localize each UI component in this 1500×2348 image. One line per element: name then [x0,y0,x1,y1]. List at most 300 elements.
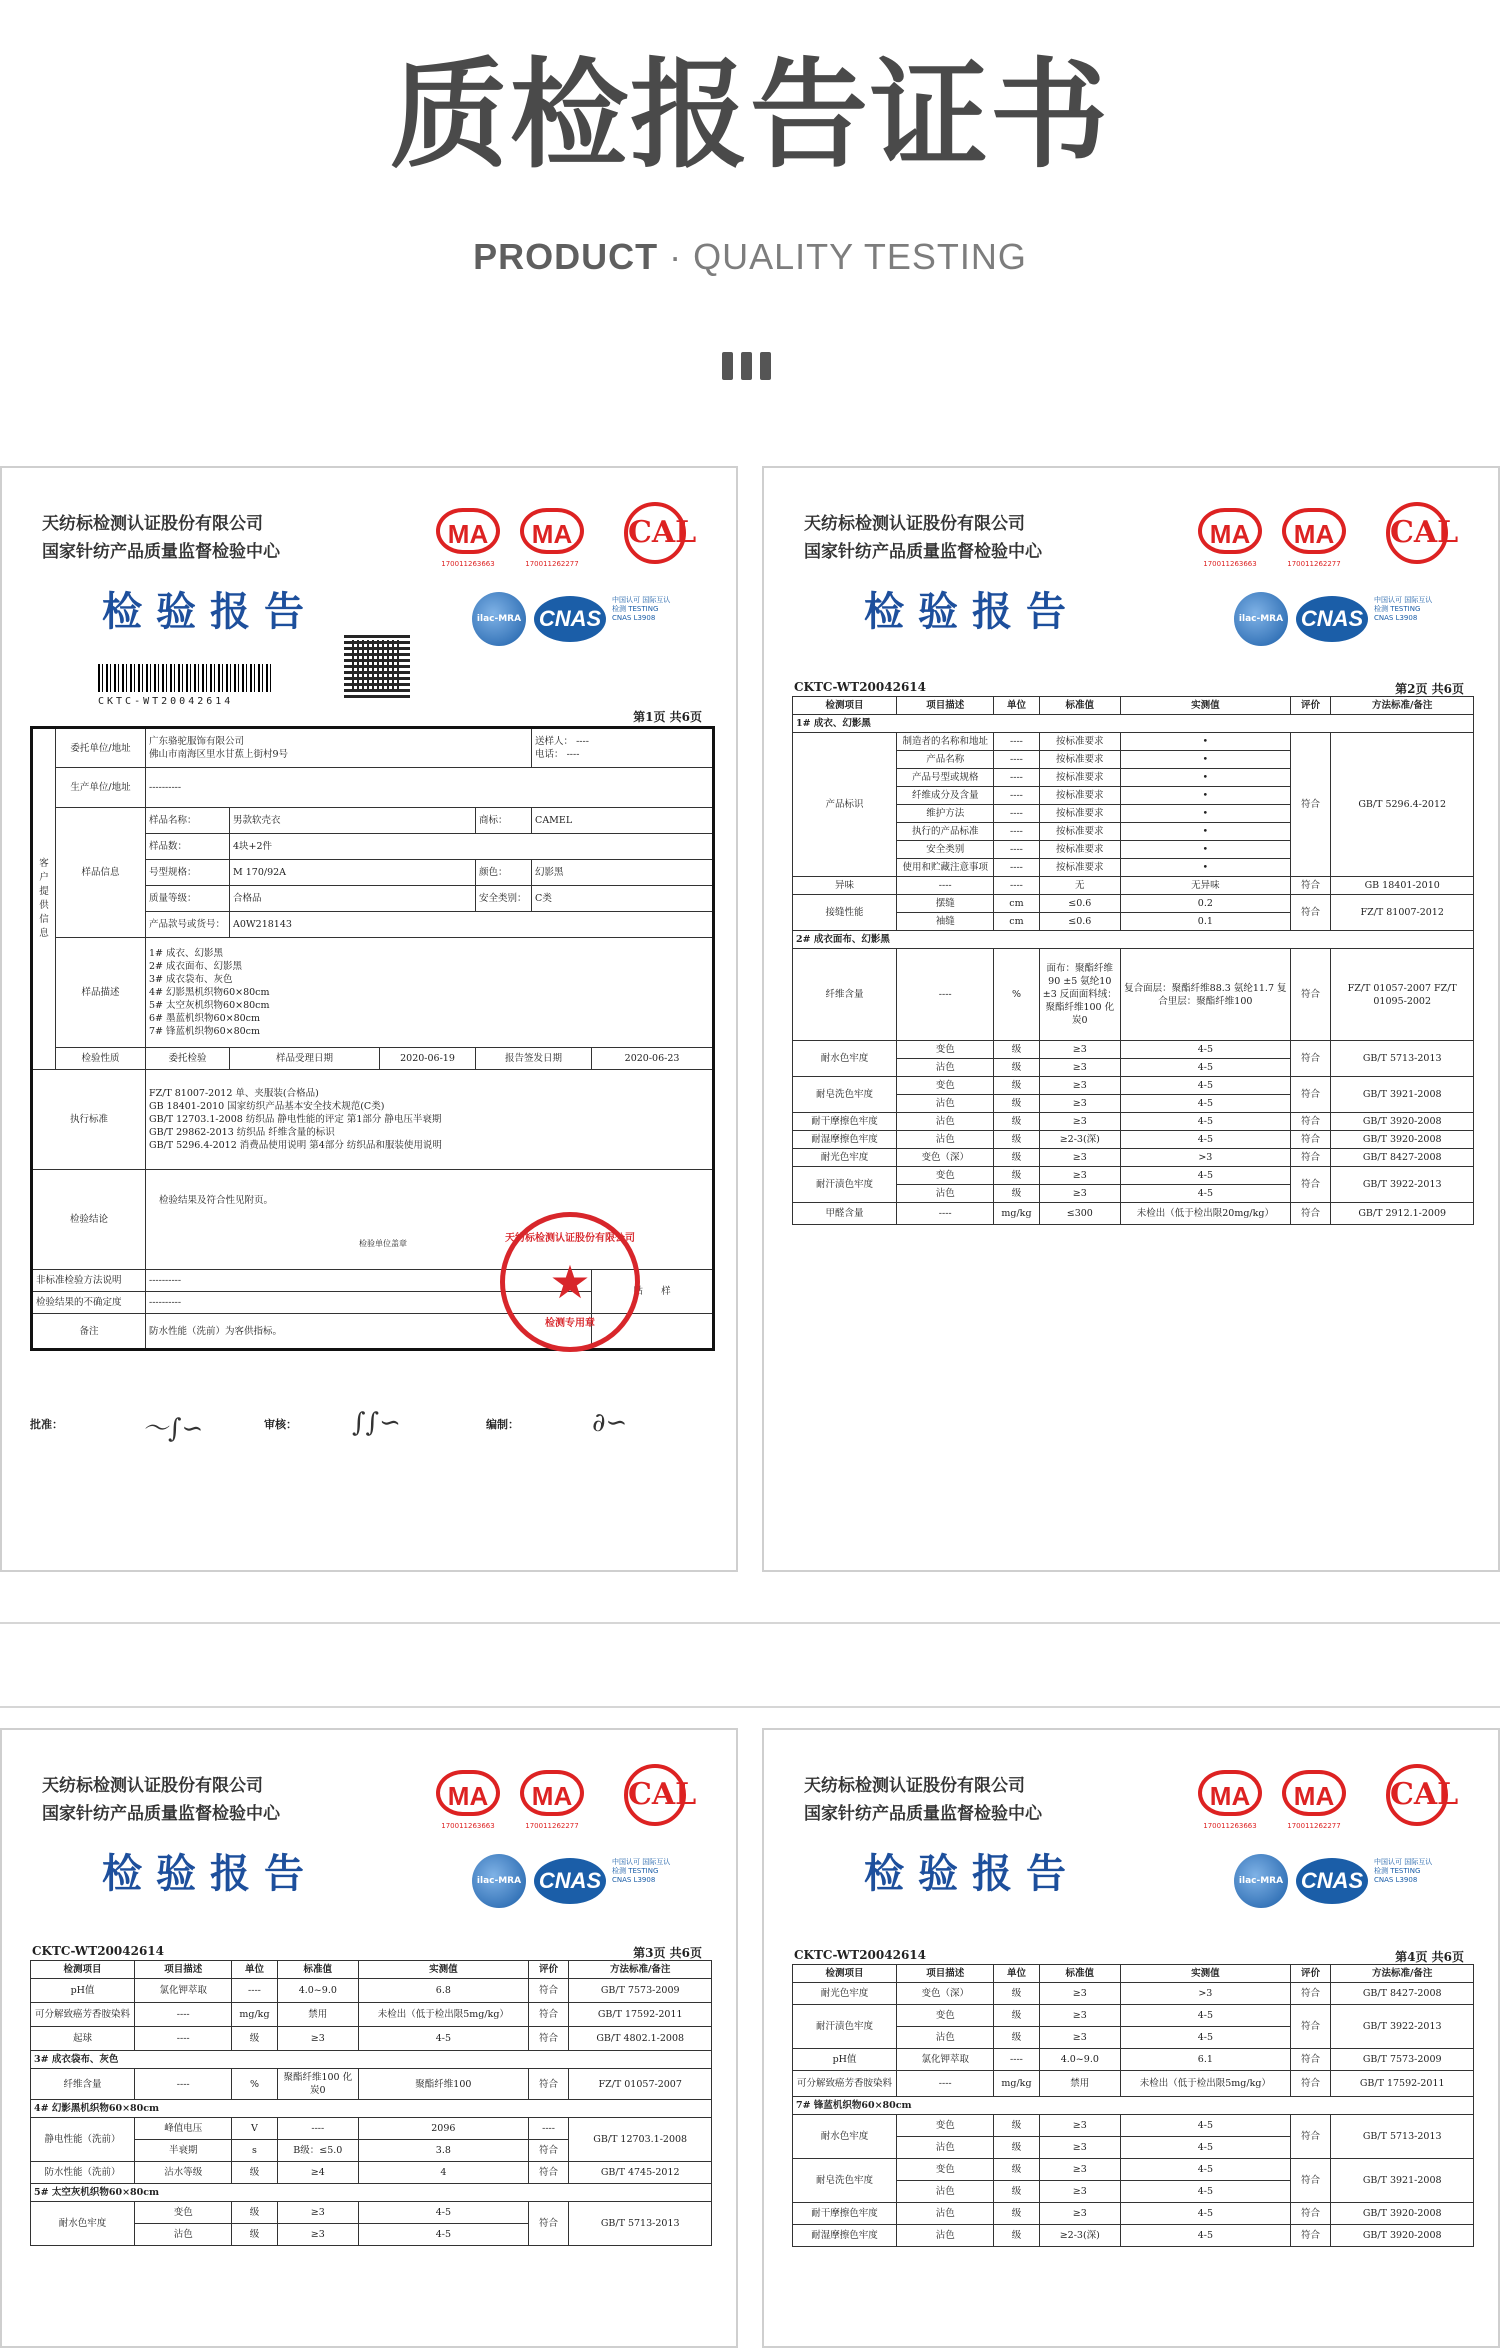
test-item: 耐水色牢度 [793,1041,897,1077]
table-cell: s [232,2140,277,2162]
client-label: 委托单位/地址 [56,728,146,768]
editor-label: 编制： [486,1418,519,1431]
table-cell: FZ/T 01057-2007 [569,2069,712,2100]
report-title: 检验报告 [102,588,318,635]
test-item: 耐光色牢度 [793,1983,897,2005]
sample-info-label: 样品信息 [56,808,146,938]
table-cell: 4-5 [1121,1113,1291,1131]
table-cell: 4-5 [1121,1167,1291,1185]
table-cell: 符合 [528,2003,569,2027]
producer-value: ---------- [146,768,714,808]
uncert-value: ---------- [146,1292,592,1314]
table-cell: ≥3 [1039,1983,1120,2005]
cnas-logo: CNAS [534,596,606,642]
org-header [804,1772,1042,1828]
table-cell: 聚酯纤维100 [359,2069,529,2100]
section-header: 7# 锋蓝机织物60×80cm [793,2097,1474,2115]
table-cell: ≤0.6 [1039,895,1120,913]
table-cell: mg/kg [994,1203,1039,1225]
table-cell: cm [994,913,1039,931]
grade-label: 质量等级： [146,886,230,912]
table-row [793,2203,1474,2225]
evaluation: 符合 [1290,895,1331,931]
table-cell: GB/T 7573-2009 [569,1979,712,2003]
section-header: 2# 成衣面布、幻影黑 [793,931,1474,949]
column-header: 单位 [994,1965,1039,1983]
table-row [793,1203,1474,1225]
section-divider [0,1622,1500,1708]
method-standard: GB/T 5713-2013 [569,2202,712,2246]
table-cell: 甲醛含量 [793,1203,897,1225]
seal-top-text: 天纺标检测认证股份有限公司 [505,1233,635,1244]
sample-description [146,938,714,1048]
org-center: 国家针纺产品质量监督检验中心 [42,1804,280,1824]
cma-logo-2: MA [520,1770,584,1816]
report-page-2 [762,466,1500,1572]
evaluation: 符合 [1290,1149,1331,1167]
table-cell: 变色 [897,2005,994,2027]
table-cell: ≥3 [1039,1095,1120,1113]
column-header: 实测值 [359,1961,529,1979]
table-cell: 执行的产品标准 [897,823,994,841]
table-cell: 沾色 [897,1131,994,1149]
stamp-label: 检验单位盖章 [359,1239,407,1248]
test-item: 耐干摩擦色牢度 [793,2203,897,2225]
table-row [31,2118,712,2140]
table-cell: 级 [994,1185,1039,1203]
table-row [793,1131,1474,1149]
test-type-value: 委托检验 [146,1048,230,1070]
column-header: 评价 [528,1961,569,1979]
sender-value: ---- [576,736,589,747]
cma-number-2: 170011262277 [525,1822,579,1830]
color-label: 颜色： [476,860,532,886]
model-label: 号型规格： [146,860,230,886]
evaluation: 符合 [528,2202,569,2246]
table-cell: 按标准要求 [1039,823,1120,841]
cma-logo: MA [436,1770,500,1816]
column-header: 实测值 [1121,697,1291,715]
nonstd-label: 非标准检验方法说明 [32,1270,146,1292]
table-cell: 符合 [1290,877,1331,895]
recv-date-value: 2020-06-19 [380,1048,476,1070]
table-cell: 按标准要求 [1039,751,1120,769]
table-cell: 4-5 [1121,2225,1291,2247]
table-cell: 变色 [897,1077,994,1095]
test-item: 静电性能（洗前） [31,2118,135,2162]
table-cell: pH值 [31,1979,135,2003]
sample-qty-value: 4块+2件 [230,834,714,860]
table-cell: 4-5 [1121,1059,1291,1077]
test-item: 耐湿摩擦色牢度 [793,1131,897,1149]
table-cell: 无异味 [1121,877,1291,895]
measured-dot: • [1121,841,1291,859]
table-cell: 2096 [359,2118,529,2140]
sample-name-label: 样品名称： [146,808,230,834]
table-cell: 4-5 [359,2224,529,2246]
table-cell: 按标准要求 [1039,787,1120,805]
table-row [793,2225,1474,2247]
table-cell: 禁用 [1039,2071,1120,2097]
section-header: 5# 太空灰机织物60×80cm [31,2184,712,2202]
table-cell: 防水性能（洗前） [31,2162,135,2184]
cma-number: 170011263663 [441,560,495,568]
table-cell: GB/T 17592-2011 [1331,2071,1474,2097]
test-item: 耐水色牢度 [31,2202,135,2246]
standard-line: GB/T 12703.1-2008 纺织品 静电性能的评定 第1部分 静电压半衰期 [149,1114,442,1125]
section-header: 3# 成衣袋布、灰色 [31,2051,712,2069]
table-cell: 沾色 [897,2181,994,2203]
table-cell: 级 [994,2137,1039,2159]
table-cell: 4-5 [1121,2005,1291,2027]
table-row [793,2097,1474,2115]
method-standard: GB/T 3920-2008 [1331,2225,1474,2247]
seal-star-icon: ★ [549,1255,591,1309]
cnas-text: 中国认可 国际互认 检测 TESTING CNAS L3908 [1374,1858,1433,1884]
test-item: 耐水色牢度 [793,2115,897,2159]
table-cell: 变色（深） [897,1983,994,2005]
evaluation: 符合 [1290,1983,1331,2005]
section-header: 1# 成衣、幻影黑 [793,715,1474,733]
table-row [793,1077,1474,1095]
table-cell: 未检出（低于检出限5mg/kg） [359,2003,529,2027]
cma-number: 170011263663 [1203,560,1257,568]
table-cell: % [994,949,1039,1041]
table-row [793,2005,1474,2027]
table-row [31,2051,712,2069]
qr-code [344,632,410,698]
column-header: 方法标准/备注 [569,1961,712,1979]
table-cell: ≥2-3(深) [1039,2225,1120,2247]
table-cell: GB/T 2912.1-2009 [1331,1203,1474,1225]
cnas-text: 中国认可 国际互认 检测 TESTING CNAS L3908 [612,596,671,622]
table-cell: 级 [994,2225,1039,2247]
safety-value: C类 [532,886,714,912]
table-cell: 安全类别 [897,841,994,859]
table-cell: 4-5 [1121,2159,1291,2181]
table-cell: 6.8 [359,1979,529,2003]
table-cell: 4-5 [1121,1041,1291,1059]
report-code: CKTC-WT20042614 [794,680,926,694]
report-title: 检验报告 [102,1850,318,1897]
table-cell: 按标准要求 [1039,805,1120,823]
table-cell: 0.1 [1121,913,1291,931]
section-header: 4# 幻影黑机织物60×80cm [31,2100,712,2118]
table-cell: 3.8 [359,2140,529,2162]
sample-qty-label: 样品数： [146,834,230,860]
table-cell: 级 [994,2115,1039,2137]
barcode [98,664,272,692]
ilac-logo: ilac-MRA [1234,592,1288,646]
cal-logo: CAL [1386,1764,1448,1826]
color-value: 幻影黑 [532,860,714,886]
evaluation: 符合 [1290,1077,1331,1113]
table-cell: >3 [1121,1149,1291,1167]
table-cell: 符合 [528,2027,569,2051]
table-cell: 0.2 [1121,895,1291,913]
editor-signature: ∂∽ [592,1408,628,1438]
test-item: 产品标识 [793,733,897,877]
table-cell: ---- [232,1979,277,2003]
method-standard: GB/T 3920-2008 [1331,1131,1474,1149]
decorative-bars [722,352,782,380]
table-cell: ---- [994,841,1039,859]
table-cell: 级 [994,2027,1039,2049]
cert-logos [436,1770,696,1910]
table-cell: 面布：聚酯纤维90 ±5 氨纶10 ±3 反面面料绒：聚酯纤维100 化炭0 [1039,949,1120,1041]
table-row [31,2202,712,2224]
sample-desc-line: 2# 成衣面布、幻影黑 [149,961,243,972]
remark-value: 防水性能（洗前）为客供指标。 [146,1314,592,1350]
table-cell: ≥3 [1039,1077,1120,1095]
table-cell: ---- [994,877,1039,895]
table-cell: ---- [994,751,1039,769]
table-cell: 按标准要求 [1039,769,1120,787]
table-cell: 级 [994,1059,1039,1077]
table-row [793,1149,1474,1167]
table-cell: 摆缝 [897,895,994,913]
cma-number: 170011263663 [1203,1822,1257,1830]
approve-label: 批准： [30,1418,63,1431]
report-code: CKTC-WT20042614 [794,1948,926,1962]
table-cell: ≥3 [1039,1041,1120,1059]
table-cell: 未检出（低于检出限20mg/kg） [1121,1203,1291,1225]
column-header: 单位 [994,697,1039,715]
table-cell: 沾色 [897,2203,994,2225]
method-standard: GB/T 3921-2008 [1331,2159,1474,2203]
report-title: 检验报告 [864,1850,1080,1897]
evaluation: 符合 [1290,1131,1331,1149]
table-cell: 复合面层：聚酯纤维88.3 氨纶11.7 复合里层：聚酯纤维100 [1121,949,1291,1041]
column-header: 项目描述 [897,697,994,715]
table-cell: GB/T 4802.1-2008 [569,2027,712,2051]
desc-label: 样品描述 [56,938,146,1048]
subtitle-separator: · [669,236,683,277]
table-cell: 4-5 [359,2027,529,2051]
results-table-p3 [30,1960,712,2246]
brand-label: 商标： [476,808,532,834]
table-cell: 4-5 [1121,1131,1291,1149]
cma-logo-2: MA [520,508,584,554]
cma-number: 170011263663 [441,1822,495,1830]
table-cell: 符合 [1290,2049,1331,2071]
table-cell: ≥3 [277,2202,358,2224]
table-cell: ---- [994,2049,1039,2071]
table-cell: 按标准要求 [1039,733,1120,751]
table-cell: 产品名称 [897,751,994,769]
table-cell: 级 [994,1131,1039,1149]
subtitle-product: PRODUCT [473,236,659,277]
table-cell: ≥3 [1039,1113,1120,1131]
standards-list [146,1070,714,1170]
test-item: 耐皂洗色牢度 [793,1077,897,1113]
table-cell: 级 [994,1095,1039,1113]
column-header: 单位 [232,1961,277,1979]
org-name: 天纺标检测认证股份有限公司 [804,1776,1025,1796]
cert-logos [1198,1770,1458,1910]
table-row [31,2184,712,2202]
org-name: 天纺标检测认证股份有限公司 [804,514,1025,534]
table-cell: ---- [135,2003,232,2027]
table-row [31,1961,712,1979]
results-table-p4 [792,1964,1474,2247]
table-cell: FZ/T 01057-2007 FZ/T 01095-2002 [1331,949,1474,1041]
evaluation: 符合 [1290,1041,1331,1077]
remark-label: 备注 [32,1314,146,1350]
evaluation: 符合 [1290,1113,1331,1131]
table-cell: ---- [897,2071,994,2097]
page-subtitle [0,236,1500,278]
table-cell: 沾色 [897,2225,994,2247]
sample-desc-line: 5# 太空灰机织物60×80cm [149,1000,270,1011]
table-row [793,733,1474,751]
table-cell: 级 [994,1113,1039,1131]
table-cell: 4-5 [1121,1077,1291,1095]
cnas-text: 中国认可 国际互认 检测 TESTING CNAS L3908 [612,1858,671,1884]
table-cell: 4-5 [1121,1185,1291,1203]
table-cell: 起球 [31,2027,135,2051]
table-cell: 4-5 [359,2202,529,2224]
method-standard: GB/T 8427-2008 [1331,1149,1474,1167]
table-row [793,1983,1474,2005]
table-cell: 纤维成分及含量 [897,787,994,805]
org-header [42,510,280,566]
table-cell: 峰值电压 [135,2118,232,2140]
table-cell: 异味 [793,877,897,895]
phone-value: ---- [566,749,580,760]
table-cell: mg/kg [994,2071,1039,2097]
evaluation: 符合 [1290,2203,1331,2225]
table-row [793,2071,1474,2097]
measured-dot: • [1121,823,1291,841]
table-cell: 级 [232,2162,277,2184]
method-standard: GB/T 5713-2013 [1331,2115,1474,2159]
table-cell: 半衰期 [135,2140,232,2162]
table-cell: % [232,2069,277,2100]
evaluation: 符合 [1290,2115,1331,2159]
measured-dot: • [1121,859,1291,877]
table-row [793,931,1474,949]
table-cell: ≥3 [1039,2137,1120,2159]
table-cell: 级 [994,1041,1039,1059]
sample-desc-line: 1# 成衣、幻影黑 [149,948,224,959]
table-cell: ≥3 [1039,1059,1120,1077]
table-cell: 聚酯纤维100 化炭0 [277,2069,358,2100]
table-cell: B级：≤5.0 [277,2140,358,2162]
column-header: 检测项目 [793,697,897,715]
table-cell: 变色 [897,2159,994,2181]
table-cell: 符合 [528,2140,569,2162]
table-cell: 沾色 [897,1113,994,1131]
org-name: 天纺标检测认证股份有限公司 [42,514,263,534]
table-cell: V [232,2118,277,2140]
table-cell: 级 [994,2159,1039,2181]
test-item: 耐湿摩擦色牢度 [793,2225,897,2247]
grade-value: 合格品 [230,886,476,912]
producer-label: 生产单位/地址 [56,768,146,808]
conclusion-label: 检验结论 [32,1170,146,1270]
table-cell: 级 [232,2027,277,2051]
sender-label: 送样人： [535,736,574,747]
table-cell: ---- [277,2118,358,2140]
table-cell: 禁用 [277,2003,358,2027]
table-row [793,2115,1474,2137]
table-cell: 级 [994,1077,1039,1095]
table-cell: >3 [1121,1983,1291,2005]
standard-line: GB 18401-2010 国家纺织产品基本安全技术规范(C类) [149,1101,385,1112]
table-cell: ---- [135,2069,232,2100]
table-cell: 袖缝 [897,913,994,931]
table-cell: ---- [135,2027,232,2051]
test-item: 耐光色牢度 [793,1149,897,1167]
evaluation: 符合 [1290,2225,1331,2247]
column-header: 检测项目 [793,1965,897,1983]
table-cell: 4 [359,2162,529,2184]
table-cell: 纤维含量 [31,2069,135,2100]
table-row [31,2162,712,2184]
measured-dot: • [1121,769,1291,787]
table-row [31,2069,712,2100]
method-standard: GB/T 5713-2013 [1331,1041,1474,1077]
table-cell: ---- [897,877,994,895]
batch-value: A0W218143 [230,912,714,938]
org-header [42,1772,280,1828]
cma-logo: MA [436,508,500,554]
table-cell: ---- [994,787,1039,805]
table-row [793,2049,1474,2071]
column-header: 标准值 [1039,1965,1120,1983]
safety-label: 安全类别： [476,886,532,912]
table-cell: 变色（深） [897,1149,994,1167]
method-standard: FZ/T 81007-2012 [1331,895,1474,931]
test-item: 耐汗渍色牢度 [793,1167,897,1203]
cnas-logo: CNAS [534,1858,606,1904]
table-cell: 沾色 [897,1185,994,1203]
evaluation: 符合 [1290,1167,1331,1203]
subtitle-quality-testing: QUALITY TESTING [693,236,1027,277]
measured-dot: • [1121,805,1291,823]
table-cell: 符合 [528,1979,569,2003]
table-cell: 4-5 [1121,2203,1291,2225]
table-cell: ≥4 [277,2162,358,2184]
table-cell: 沾色 [897,2027,994,2049]
table-cell: cm [994,895,1039,913]
page-number: 第2页 共6页 [1395,682,1464,696]
table-row [793,1167,1474,1185]
results-table-p2 [792,696,1474,1225]
table-cell: 纤维含量 [793,949,897,1041]
method-standard: GB/T 3920-2008 [1331,2203,1474,2225]
table-cell: ≥3 [1039,2027,1120,2049]
table-cell: 沾色 [897,2137,994,2159]
affix-label-2: 样 [661,1286,671,1297]
org-center: 国家针纺产品质量监督检验中心 [42,542,280,562]
table-cell: 级 [994,1167,1039,1185]
table-row [793,1113,1474,1131]
table-row [31,2003,712,2027]
table-cell: ---- [897,1203,994,1225]
client-address: 佛山市南海区里水甘蕉上街村9号 [149,749,289,760]
table-cell: 级 [994,1983,1039,2005]
official-seal [500,1212,640,1352]
table-cell: 变色 [897,2115,994,2137]
table-cell: 4-5 [1121,1095,1291,1113]
table-cell: ≥3 [1039,2159,1120,2181]
cma-logo: MA [1198,508,1262,554]
table-row [793,949,1474,1041]
cal-logo: CAL [1386,502,1448,564]
column-header: 标准值 [1039,697,1120,715]
